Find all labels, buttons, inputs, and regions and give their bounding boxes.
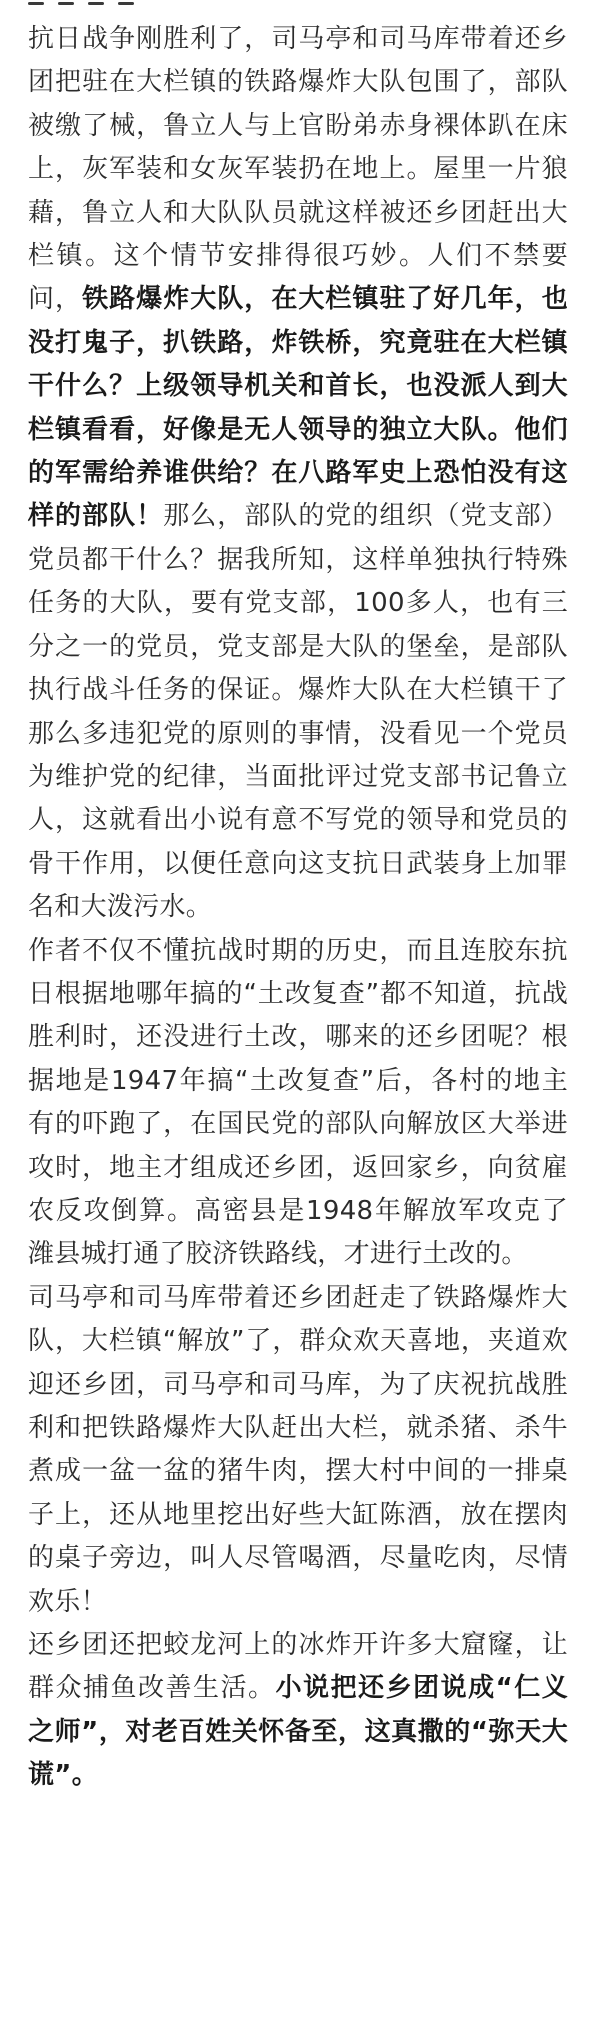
paragraph-4 [28,1624,568,1798]
cropped-glyph [118,2,134,5]
bold-emphasis-text: 铁路爆炸大队，在大栏镇驻了好几年，也没打鬼子，扒铁路，炸铁桥，究竟驻在大栏镇干什么？上级领导机关和首长，也没派人到大栏镇看看，好像是无人领导的独立大队。他们的军需给养谁供给？在八路军史上恐怕没有这样的部队！ [28,284,568,532]
paragraph-1 [28,18,568,930]
paragraph-3 [28,1277,568,1624]
paragraph-text: 抗日战争刚胜利了，司马亭和司马库带着还乡团把驻在大栏镇的铁路爆炸大队包围了，部队被缴了械，鲁立人与上官盼弟赤身裸体趴在床上，灰军装和女灰军装扔在地上。屋里一片狼藉，鲁立人和大队队员就这样被还乡团赶出大栏镇。这个情节安排得很巧妙。人们不禁要问， [28,24,568,315]
paragraph-2 [28,930,568,1277]
cropped-glyph [28,2,44,5]
cropped-previous-line [28,0,148,8]
paragraph-text: 司马亭和司马库带着还乡团赶走了铁路爆炸大队，大栏镇“解放”了，群众欢天喜地，夹道欢迎还乡团，司马亭和司马库，为了庆祝抗战胜利和把铁路爆炸大队赶出大栏，就杀猪、杀牛煮成一盆一盆的猪牛肉，摆大村中间的一排桌子上，还从地里挖出好些大缸陈酒，放在摆肉的桌子旁边，叫人尽管喝酒，尽量吃肉，尽情欢乐！ [28,1282,568,1617]
cropped-glyph [58,2,74,5]
bold-emphasis-text: 小说把还乡团说成“仁义之师”，对老百姓关怀备至，这真撒的“弥天大谎”。 [28,1673,569,1791]
article-body [28,18,568,1798]
paragraph-text: 作者不仅不懂抗战时期的历史，而且连胶东抗日根据地哪年搞的“土改复查”都不知道，抗战胜利时，还没进行土改，哪来的还乡团呢？根据地是1947年搞“土改复查”后，各村的地主有的吓跑了，在国民党的部队向解放区大举进攻时，地主才组成还乡团，返回家乡，向贫雇农反攻倒算。高密县是1948年解放军攻克了潍县城打通了胶济铁路线，才进行土改的。 [28,935,568,1270]
paragraph-text: 还乡团还把蛟龙河上的冰炸开许多大窟窿，让群众捕鱼改善生活。 [28,1630,568,1704]
cropped-glyph [88,2,104,5]
paragraph-text: 那么，部队的党的组织（党支部）党员都干什么？据我所知，这样单独执行特殊任务的大队，要有党支部，100多人，也有三分之一的党员，党支部是大队的堡垒，是部队执行战斗任务的保证。爆炸大队在大栏镇干了那么多违犯党的原则的事情，没看见一个党员为维护党的纪律，当面批评过党支部书记鲁立人，这就看出小说有意不写党的领导和党员的骨干作用，以便任意向这支抗日武装身上加罪名和大泼污水。 [28,501,568,923]
